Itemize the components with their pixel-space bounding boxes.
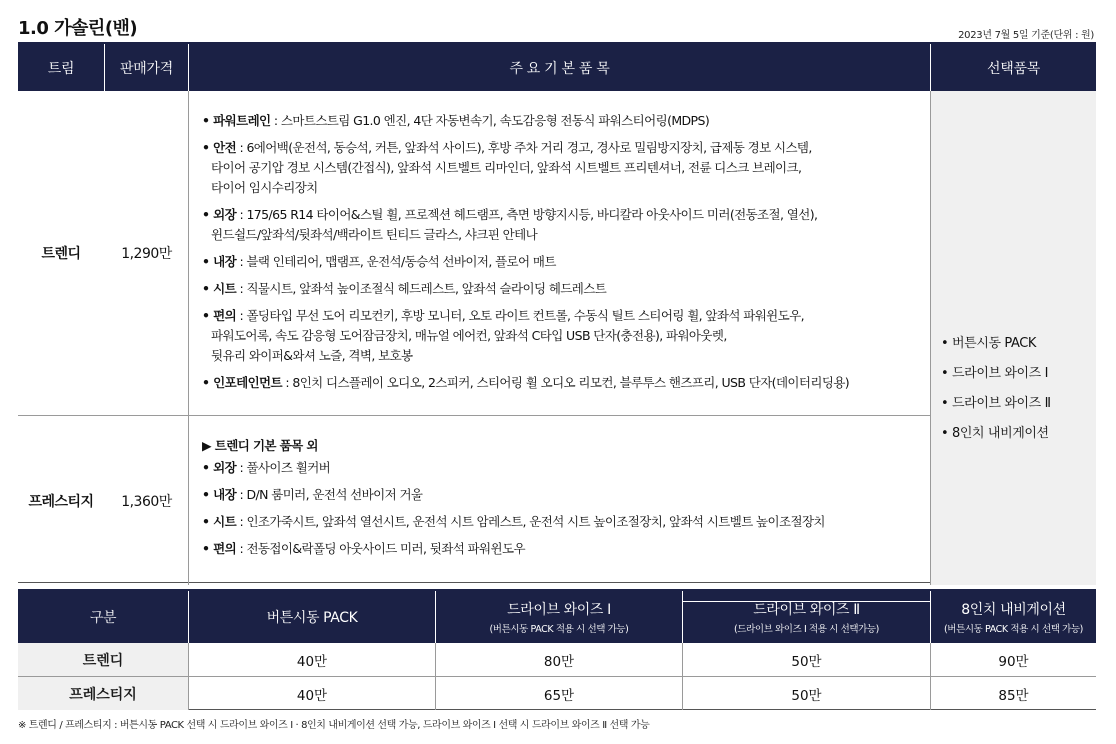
header-inner-line bbox=[682, 601, 683, 643]
date-unit-note: 2023년 7월 5일 기준(단위 : 원) bbox=[958, 30, 1094, 41]
price-cell: 50만 bbox=[791, 653, 822, 670]
feature-label: • 파워트레인 bbox=[202, 113, 271, 128]
feature-line bbox=[202, 279, 849, 299]
page-title: 1.0 가솔린(밴) bbox=[18, 18, 138, 39]
trim-spec-table bbox=[18, 42, 1096, 583]
feature-label: • 편의 bbox=[202, 541, 237, 556]
feature-label: • 안전 bbox=[202, 140, 237, 155]
feature-label: • 시트 bbox=[202, 514, 237, 529]
feature-group bbox=[202, 205, 849, 245]
feature-label: • 인포테인먼트 bbox=[202, 375, 282, 390]
price-prestige: 1,360만 bbox=[121, 493, 172, 510]
feature-group bbox=[202, 373, 849, 393]
option-price-table bbox=[18, 589, 1096, 710]
trim-name-prestige: 프레스티지 bbox=[28, 493, 94, 510]
feature-group bbox=[202, 306, 849, 366]
feature-label: • 시트 bbox=[202, 281, 237, 296]
options-list bbox=[941, 329, 1051, 449]
header-trim: 트림 bbox=[18, 44, 104, 91]
feature-text: : 175/65 R14 타이어&스틸 휠, 프로젝션 헤드램프, 측면 방향지시등, 바디칼라 아웃사이드 미러(전동조절, 열선), bbox=[236, 207, 818, 222]
price-cell: 40만 bbox=[296, 687, 328, 704]
feature-line bbox=[202, 306, 849, 326]
option-row-trendy: 트렌디 bbox=[18, 643, 188, 676]
options-column bbox=[931, 91, 1096, 585]
prestige-intro: ▶ 트렌디 기본 품목 외 bbox=[202, 438, 318, 453]
feature-group bbox=[202, 138, 849, 198]
option-header-sublabel: (버튼시동 PACK 적용 시 선택 가능) bbox=[489, 624, 629, 635]
option-header-sublabel: (드라이브 와이즈 Ⅰ 적용 시 선택가능) bbox=[734, 624, 879, 635]
feature-text: : 풀사이즈 휠커버 bbox=[236, 460, 331, 475]
feature-line bbox=[202, 138, 849, 158]
option-header-sublabel: (버튼시동 PACK 적용 시 선택 가능) bbox=[944, 624, 1083, 635]
feature-line bbox=[202, 252, 849, 272]
header-price: 판매가격 bbox=[105, 44, 188, 91]
price-cell: 85만 bbox=[998, 687, 1029, 704]
price-cell: 40만 bbox=[296, 653, 328, 670]
option-item: • 버튼시동 PACK bbox=[941, 336, 1037, 351]
feature-label: • 외장 bbox=[202, 460, 237, 475]
option-header-label: 8인치 내비게이션 bbox=[961, 602, 1066, 618]
feature-label: • 외장 bbox=[202, 207, 237, 222]
feature-label: • 편의 bbox=[202, 308, 237, 323]
feature-group bbox=[202, 252, 849, 272]
option-header-label: 구분 bbox=[89, 610, 117, 626]
header-options: 선택품목 bbox=[931, 44, 1096, 91]
option-header-label: 드라이브 와이즈 Ⅱ bbox=[753, 602, 860, 618]
divider bbox=[188, 91, 189, 585]
feature-text: : 6에어백(운전석, 동승석, 커튼, 앞좌석 사이드), 후방 주차 거리 경고, 경사로 밀림방지장치, 급제동 경보 시스템, bbox=[236, 140, 812, 155]
price-trendy: 1,290만 bbox=[121, 246, 172, 262]
feature-line: 파워도어록, 속도 감응형 도어잠금장치, 매뉴얼 에어컨, 앞좌석 C타입 USB 단자(충전용), 파워아웃렛, bbox=[211, 328, 727, 343]
feature-group bbox=[202, 279, 849, 299]
feature-line bbox=[202, 205, 849, 225]
header-basic-items: 주 요 기 본 품 목 bbox=[189, 44, 930, 91]
option-item: • 드라이브 와이즈 Ⅰ bbox=[941, 366, 1049, 381]
feature-text: : 전동접이&락폴딩 아웃사이드 미러, 뒷좌석 파워윈도우 bbox=[236, 541, 525, 556]
feature-line bbox=[202, 373, 849, 393]
feature-text: : 폴딩타입 무선 도어 리모컨키, 후방 모니터, 오토 라이트 컨트롤, 수동식 틸트 스티어링 휠, 앞좌석 파워윈도우, bbox=[236, 308, 804, 323]
feature-text: : 인조가죽시트, 앞좌석 열선시트, 운전석 시트 암레스트, 운전석 시트 높이조절장치, 앞좌석 시트벨트 높이조절장치 bbox=[236, 514, 825, 529]
feature-label: • 내장 bbox=[202, 254, 237, 269]
option-header-category bbox=[18, 591, 188, 643]
feature-group bbox=[202, 111, 849, 131]
option-header-navigation bbox=[931, 591, 1096, 643]
divider bbox=[930, 91, 931, 585]
feature-label: • 내장 bbox=[202, 487, 237, 502]
feature-text: : D/N 룸미러, 운전석 선바이저 거울 bbox=[236, 487, 423, 502]
option-header-drive-wise-2 bbox=[683, 591, 930, 643]
option-header-drive-wise-1 bbox=[436, 591, 682, 643]
feature-line: 타이어 공기압 경보 시스템(간접식), 앞좌석 시트벨트 리마인더, 앞좌석 시트벨트 프리텐셔너, 전륜 디스크 브레이크, bbox=[211, 160, 802, 175]
header-inner-line bbox=[683, 601, 930, 602]
footnote: ※ 트렌디 / 프레스티지 : 버튼시동 PACK 선택 시 드라이브 와이즈 Ⅰ · 8인치 내비게이션 선택 가능, 드라이브 와이즈 Ⅰ 선택 시 드라이브 와이즈 Ⅱ 선택 가능 bbox=[18, 720, 650, 731]
feature-line: 윈드쉴드/앞좌석/뒷좌석/백라이트 틴티드 글라스, 샤크핀 안테나 bbox=[211, 227, 538, 242]
option-item: • 드라이브 와이즈 Ⅱ bbox=[941, 396, 1051, 411]
feature-line: 뒷유리 와이퍼&와셔 노즐, 격벽, 보호봉 bbox=[211, 348, 413, 363]
price-cell: 90만 bbox=[998, 653, 1029, 670]
price-cell: 80만 bbox=[543, 653, 575, 670]
trim-name-trendy: 트렌디 bbox=[41, 246, 81, 262]
feature-line bbox=[202, 485, 825, 505]
trendy-feature-list bbox=[202, 111, 849, 393]
feature-line bbox=[202, 111, 849, 131]
price-cell: 50만 bbox=[791, 687, 822, 704]
feature-line bbox=[202, 512, 825, 532]
option-header-button-start bbox=[189, 591, 435, 643]
option-item: • 8인치 내비게이션 bbox=[941, 426, 1049, 441]
price-cell: 65만 bbox=[543, 687, 575, 704]
prestige-feature-list bbox=[202, 436, 825, 559]
feature-text: : 블랙 인테리어, 맵램프, 운전석/동승석 선바이저, 플로어 매트 bbox=[236, 254, 556, 269]
option-header-label: 드라이브 와이즈 Ⅰ bbox=[507, 602, 611, 618]
feature-line bbox=[202, 539, 825, 559]
option-header-label: 버튼시동 PACK bbox=[266, 610, 358, 626]
feature-text: : 직물시트, 앞좌석 높이조절식 헤드레스트, 앞좌석 슬라이딩 헤드레스트 bbox=[236, 281, 607, 296]
feature-line: 타이어 임시수리장치 bbox=[211, 180, 318, 195]
feature-text: : 8인치 디스플레이 오디오, 2스피커, 스티어링 휠 오디오 리모컨, 블루투스 핸즈프리, USB 단자(데이터리딩용) bbox=[282, 375, 850, 390]
feature-text: : 스마트스트림 G1.0 엔진, 4단 자동변속기, 속도감응형 전동식 파워스티어링(MDPS) bbox=[270, 113, 710, 128]
option-row-prestige: 프레스티지 bbox=[18, 677, 188, 710]
feature-line bbox=[202, 458, 825, 478]
